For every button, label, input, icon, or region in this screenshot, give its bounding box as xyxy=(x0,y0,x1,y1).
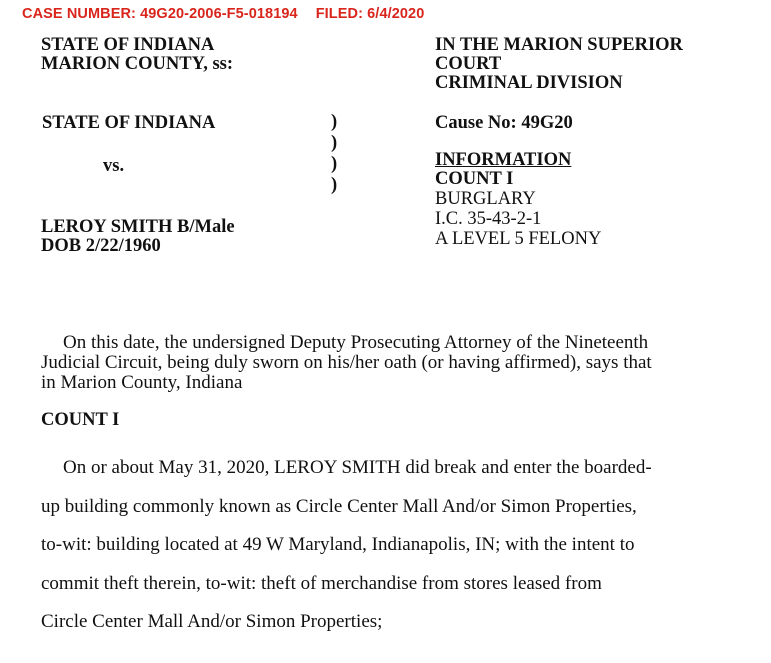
filed-date: FILED: 6/4/2020 xyxy=(315,6,425,22)
intro-paragraph xyxy=(41,333,652,393)
venue-block xyxy=(41,36,233,74)
count-line: to-wit: building located at 49 W Maryland, Indianapolis, IN; with the intent to xyxy=(41,534,635,555)
court-name-line2: COURT xyxy=(435,54,502,74)
filing-stamp xyxy=(22,6,424,22)
court-division: CRIMINAL DIVISION xyxy=(435,73,623,93)
paren: ) xyxy=(331,133,338,153)
caption-parens xyxy=(331,112,337,196)
count-line: commit theft therein, to-wit: theft of merchandise from stores leased from xyxy=(41,572,602,594)
paren: ) xyxy=(331,112,338,132)
intro-line: in Marion County, Indiana xyxy=(41,372,243,393)
defendant-name: LEROY SMITH B/Male xyxy=(41,217,235,237)
case-number: CASE NUMBER: 49G20-2006-F5-018194 xyxy=(22,6,298,22)
paren: ) xyxy=(331,154,338,174)
cause-number: Cause No: 49G20 xyxy=(435,113,573,133)
defendant-block xyxy=(41,218,235,256)
intro-line: Judicial Circuit, being duly sworn on his/her oath (or having affirmed), says that xyxy=(41,352,652,373)
intro-line: On this date, the undersigned Deputy Prosecuting Attorney of the Nineteenth xyxy=(63,332,649,353)
count-paragraph xyxy=(41,449,652,642)
count-line: Circle Center Mall And/or Simon Properties; xyxy=(41,611,383,632)
venue-state: STATE OF INDIANA xyxy=(41,35,215,55)
charge-offense: BURGLARY xyxy=(435,189,536,209)
count-line: up building commonly known as Circle Center Mall And/or Simon Properties, xyxy=(41,495,637,517)
court-block xyxy=(435,36,683,93)
defendant-dob: DOB 2/22/1960 xyxy=(41,236,161,256)
charge-level: A LEVEL 5 FELONY xyxy=(435,229,602,249)
count-line: On or about May 31, 2020, LEROY SMITH did break and enter the boarded- xyxy=(63,457,652,478)
charge-count-label: COUNT I xyxy=(435,169,514,189)
versus-label: vs. xyxy=(103,156,125,176)
venue-county: MARION COUNTY, ss: xyxy=(41,54,234,74)
count-heading: COUNT I xyxy=(41,410,120,430)
court-name-line1: IN THE MARION SUPERIOR xyxy=(435,35,683,55)
paren: ) xyxy=(331,175,338,195)
information-heading: INFORMATION xyxy=(435,150,572,170)
plaintiff-name: STATE OF INDIANA xyxy=(42,113,216,133)
charge-statute: I.C. 35-43-2-1 xyxy=(435,209,542,229)
charge-block xyxy=(435,151,601,249)
